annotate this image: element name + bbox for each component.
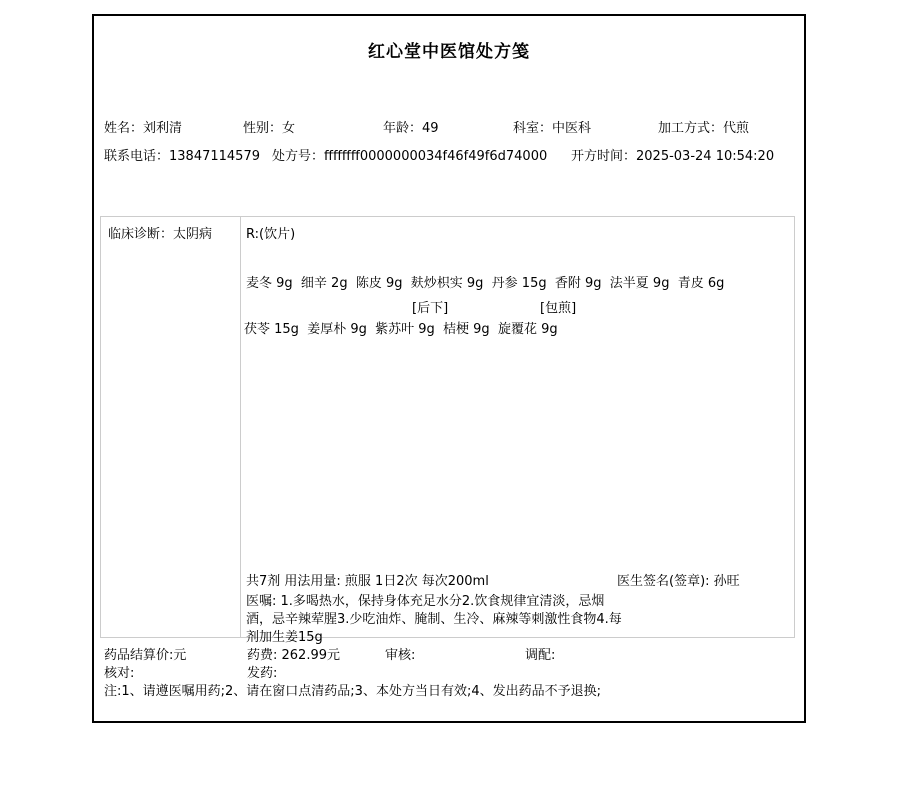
patient-name-label: 姓名：: [104, 121, 144, 136]
doctor-signature-name: 孙旺: [713, 574, 740, 589]
patient-name-value: 刘利清: [143, 121, 183, 136]
diagnosis-column-divider: [240, 217, 241, 637]
doctor-signature-field: [617, 575, 740, 589]
phone-field: [104, 150, 260, 164]
check-field: 核对:: [104, 666, 135, 681]
settlement-price-field: [104, 649, 186, 663]
rx-number-label: 处方号：: [272, 149, 325, 164]
herbs-line-2: 茯苓 15g 姜厚朴 9g 紫苏叶 9g 桔梗 9g 旋覆花 9g: [244, 322, 558, 337]
doctor-advice: [246, 593, 622, 647]
patient-name-field: [104, 122, 182, 136]
page-title: 红心堂中医馆处方笺: [368, 42, 530, 62]
issue-field: 发药:: [247, 666, 278, 681]
dosage-line: 共7剂 用法用量: 煎服 1日2次 每次200ml: [246, 574, 489, 589]
fee-label: 药费:: [247, 648, 282, 663]
prescription-body-box: [100, 216, 795, 645]
age-label: 年龄：: [383, 121, 423, 136]
decoct-note-baojian: [包煎]: [540, 301, 577, 316]
processing-method-value: 代煎: [723, 121, 750, 136]
footer-note: 注:1、请遵医嘱用药;2、请在窗口点清药品;3、本处方当日有效;4、发出药品不予退换;: [104, 684, 601, 699]
prescription-page: [92, 14, 806, 723]
doctor-signature-label: 医生签名(签章):: [617, 574, 714, 589]
decoct-note-houxia: [后下]: [412, 301, 449, 316]
issue-time-label: 开方时间：: [571, 149, 637, 164]
age-field: [383, 122, 439, 136]
doctor-advice-line-1: 医嘱: 1.多喝热水，保持身体充足水分2.饮食规律宜清淡，忌烟: [246, 594, 605, 609]
rx-header: R:(饮片): [246, 227, 296, 242]
gender-field: [243, 122, 295, 136]
diagnosis-label: 临床诊断：: [108, 227, 174, 242]
phone-label: 联系电话：: [104, 149, 170, 164]
phone-value: 13847114579: [169, 149, 260, 164]
review-field: 审核:: [385, 648, 416, 663]
department-label: 科室：: [513, 121, 553, 136]
processing-method-field: [658, 122, 749, 136]
diagnosis-field: [108, 228, 212, 242]
gender-value: 女: [282, 121, 296, 136]
rx-number-field: [272, 150, 547, 164]
processing-method-label: 加工方式：: [658, 121, 724, 136]
gender-label: 性别：: [243, 121, 283, 136]
department-field: [513, 122, 591, 136]
rx-number-value: ffffffff0000000034f46f49f6d74000: [324, 149, 548, 164]
dispense-field: 调配:: [525, 648, 556, 663]
settlement-price-value: 元: [173, 648, 187, 663]
fee-value: 262.99元: [281, 648, 341, 663]
doctor-advice-line-2: 酒，忌辛辣荤腥3.少吃油炸、腌制、生冷、麻辣等刺激性食物4.每: [246, 612, 622, 627]
diagnosis-value: 太阴病: [173, 227, 213, 242]
fee-field: [247, 649, 340, 663]
department-value: 中医科: [552, 121, 592, 136]
age-value: 49: [422, 121, 439, 136]
doctor-advice-line-3: 剂加生姜15g: [246, 630, 323, 645]
settlement-price-label: 药品结算价:: [104, 648, 174, 663]
herbs-line-1: 麦冬 9g 细辛 2g 陈皮 9g 麸炒枳实 9g 丹参 15g 香附 9g 法半夏 9g 青皮 6g: [246, 276, 725, 291]
issue-time-value: 2025-03-24 10:54:20: [636, 149, 775, 164]
issue-time-field: [571, 150, 774, 164]
